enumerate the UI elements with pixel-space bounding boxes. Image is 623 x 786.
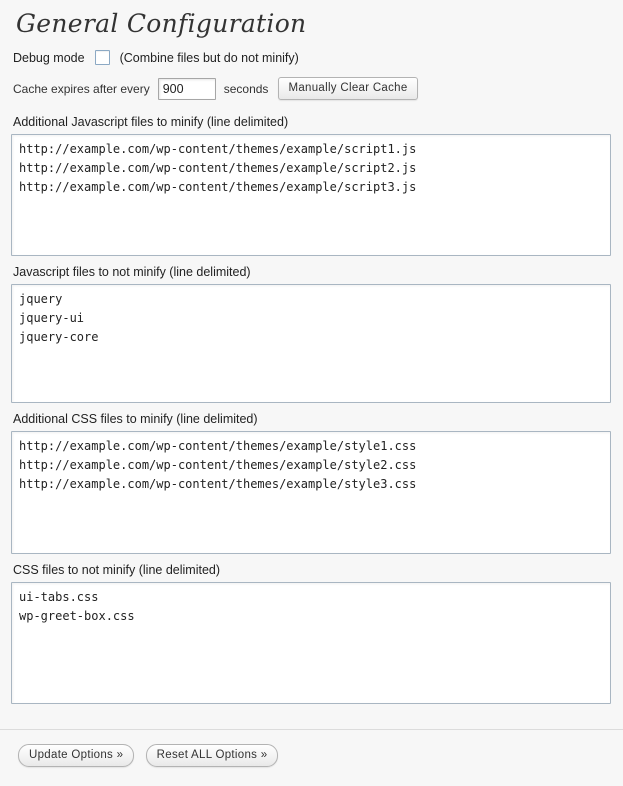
additional-css-minify-textarea[interactable] xyxy=(11,431,611,554)
additional-js-minify-textarea[interactable] xyxy=(11,134,611,256)
cache-expiry-row xyxy=(13,69,612,106)
debug-mode-row xyxy=(13,44,612,69)
reset-all-options-button[interactable]: Reset ALL Options » xyxy=(146,744,279,767)
page-title: General Configuration xyxy=(16,9,307,38)
debug-mode-label: Debug mode xyxy=(13,50,85,65)
css-not-minify-textarea[interactable] xyxy=(11,582,611,704)
manually-clear-cache-button[interactable]: Manually Clear Cache xyxy=(278,77,417,100)
cache-expiry-input[interactable] xyxy=(158,78,216,100)
css-not-minify-label: CSS files to not minify (line delimited) xyxy=(13,563,221,577)
additional-css-minify-label: Additional CSS files to minify (line delimited) xyxy=(13,412,258,426)
cache-expiry-label-before: Cache expires after every xyxy=(13,81,150,96)
additional-js-minify-label: Additional Javascript files to minify (line delimited) xyxy=(13,115,289,129)
form-footer xyxy=(0,729,623,786)
js-not-minify-textarea[interactable] xyxy=(11,284,611,403)
js-not-minify-label: Javascript files to not minify (line delimited) xyxy=(13,265,251,279)
debug-mode-hint: (Combine files but do not minify) xyxy=(119,50,299,65)
update-options-button[interactable]: Update Options » xyxy=(18,744,134,767)
cache-expiry-label-after: seconds xyxy=(223,81,269,96)
debug-mode-checkbox[interactable] xyxy=(95,50,110,65)
